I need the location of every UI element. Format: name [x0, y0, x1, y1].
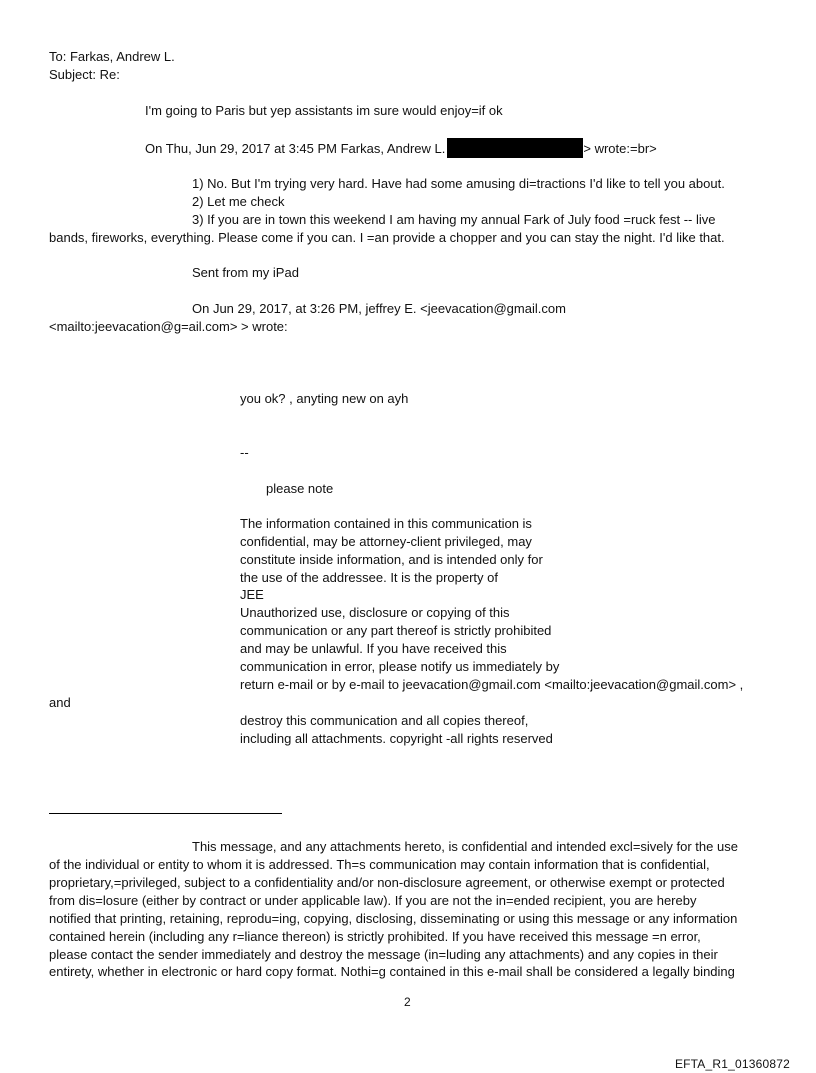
disclaimer-tail-line: including all attachments. copyright -all rights reserved — [240, 731, 553, 746]
disclaimer-line: JEE — [240, 587, 264, 602]
reply-attribution — [145, 138, 657, 158]
to-line: To: Farkas, Andrew L. — [49, 49, 175, 64]
footer-disclaimer-line: of the individual or entity to whom it is addressed. Th=s communication may contain information that is confidential, — [49, 857, 710, 872]
footer-disclaimer-line: please contact the sender immediately and destroy the message (in=luding any attachments) and any copies in their — [49, 947, 718, 962]
page-number: 2 — [404, 995, 411, 1009]
signature-separator: -- — [240, 445, 249, 460]
disclaimer-line: communication or any part thereof is strictly prohibited — [240, 623, 552, 638]
original-body: you ok? , anyting new on ayh — [240, 391, 409, 406]
redaction-box — [447, 138, 583, 158]
farkas-line-2: 2) Let me check — [192, 194, 285, 209]
disclaimer-line: return e-mail or by e-mail to jeevacation@gmail.com <mailto:jeevacation@gmail.com> , — [240, 677, 744, 692]
footer-disclaimer-line: from dis=losure (either by contract or under applicable law). If you are not the in=ended recipient, you are hereby — [49, 893, 697, 908]
farkas-line-3: 3) If you are in town this weekend I am having my annual Fark of July food =ruck fest -- live — [192, 212, 716, 227]
farkas-line-1: 1) No. But I'm trying very hard. Have had some amusing di=tractions I'd like to tell you about. — [192, 176, 725, 191]
farkas-line-4: bands, fireworks, everything. Please come if you can. I =an provide a chopper and you can stay the night. I'd like that. — [49, 230, 725, 245]
disclaimer-line: The information contained in this communication is — [240, 516, 532, 531]
footer-disclaimer-line: entirety, whether in electronic or hard copy format. Nothi=g contained in this e-mail shall be considered a legally binding — [49, 964, 735, 979]
disclaimer-line: the use of the addressee. It is the property of — [240, 570, 498, 585]
footer-disclaimer-line: proprietary,=privileged, subject to a confidentiality and/or non-disclosure agreement, or otherwise exempt or protected — [49, 875, 725, 890]
subject-line: Subject: Re: — [49, 67, 120, 82]
please-note: please note — [266, 481, 334, 496]
disclaimer-tail-line: destroy this communication and all copies thereof, — [240, 713, 529, 728]
footer-disclaimer-line: contained herein (including any r=liance thereon) is strictly prohibited. If you have received this message =n error, — [49, 929, 701, 944]
footer-disclaimer-line: This message, and any attachments hereto, is confidential and intended excl=sively for the use — [192, 839, 738, 854]
disclaimer-line: constitute inside information, and is intended only for — [240, 552, 543, 567]
disclaimer-line: confidential, may be attorney-client privileged, may — [240, 534, 532, 549]
original-attribution-line-2: <mailto:jeevacation@g=ail.com> > wrote: — [49, 319, 288, 334]
original-attribution-line-1: On Jun 29, 2017, at 3:26 PM, jeffrey E. <jeevacation@gmail.com — [192, 301, 566, 316]
reply-body: I'm going to Paris but yep assistants im sure would enjoy=if ok — [145, 103, 503, 118]
footer-divider — [49, 813, 282, 814]
disclaimer-line: communication in error, please notify us immediately by — [240, 659, 560, 674]
bates-number: EFTA_R1_01360872 — [674, 1057, 790, 1071]
attribution-prefix: On Thu, Jun 29, 2017 at 3:45 PM Farkas, Andrew L. — [145, 141, 446, 156]
footer-disclaimer-line: notified that printing, retaining, reprodu=ing, copying, disclosing, disseminating or using this message or any information — [49, 911, 738, 926]
disclaimer-line: and may be unlawful. If you have received this — [240, 641, 507, 656]
sent-from-signature: Sent from my iPad — [192, 265, 299, 280]
attribution-suffix: > wrote:=br> — [583, 141, 657, 156]
disclaimer-and: and — [49, 695, 71, 710]
disclaimer-line: Unauthorized use, disclosure or copying of this — [240, 605, 510, 620]
